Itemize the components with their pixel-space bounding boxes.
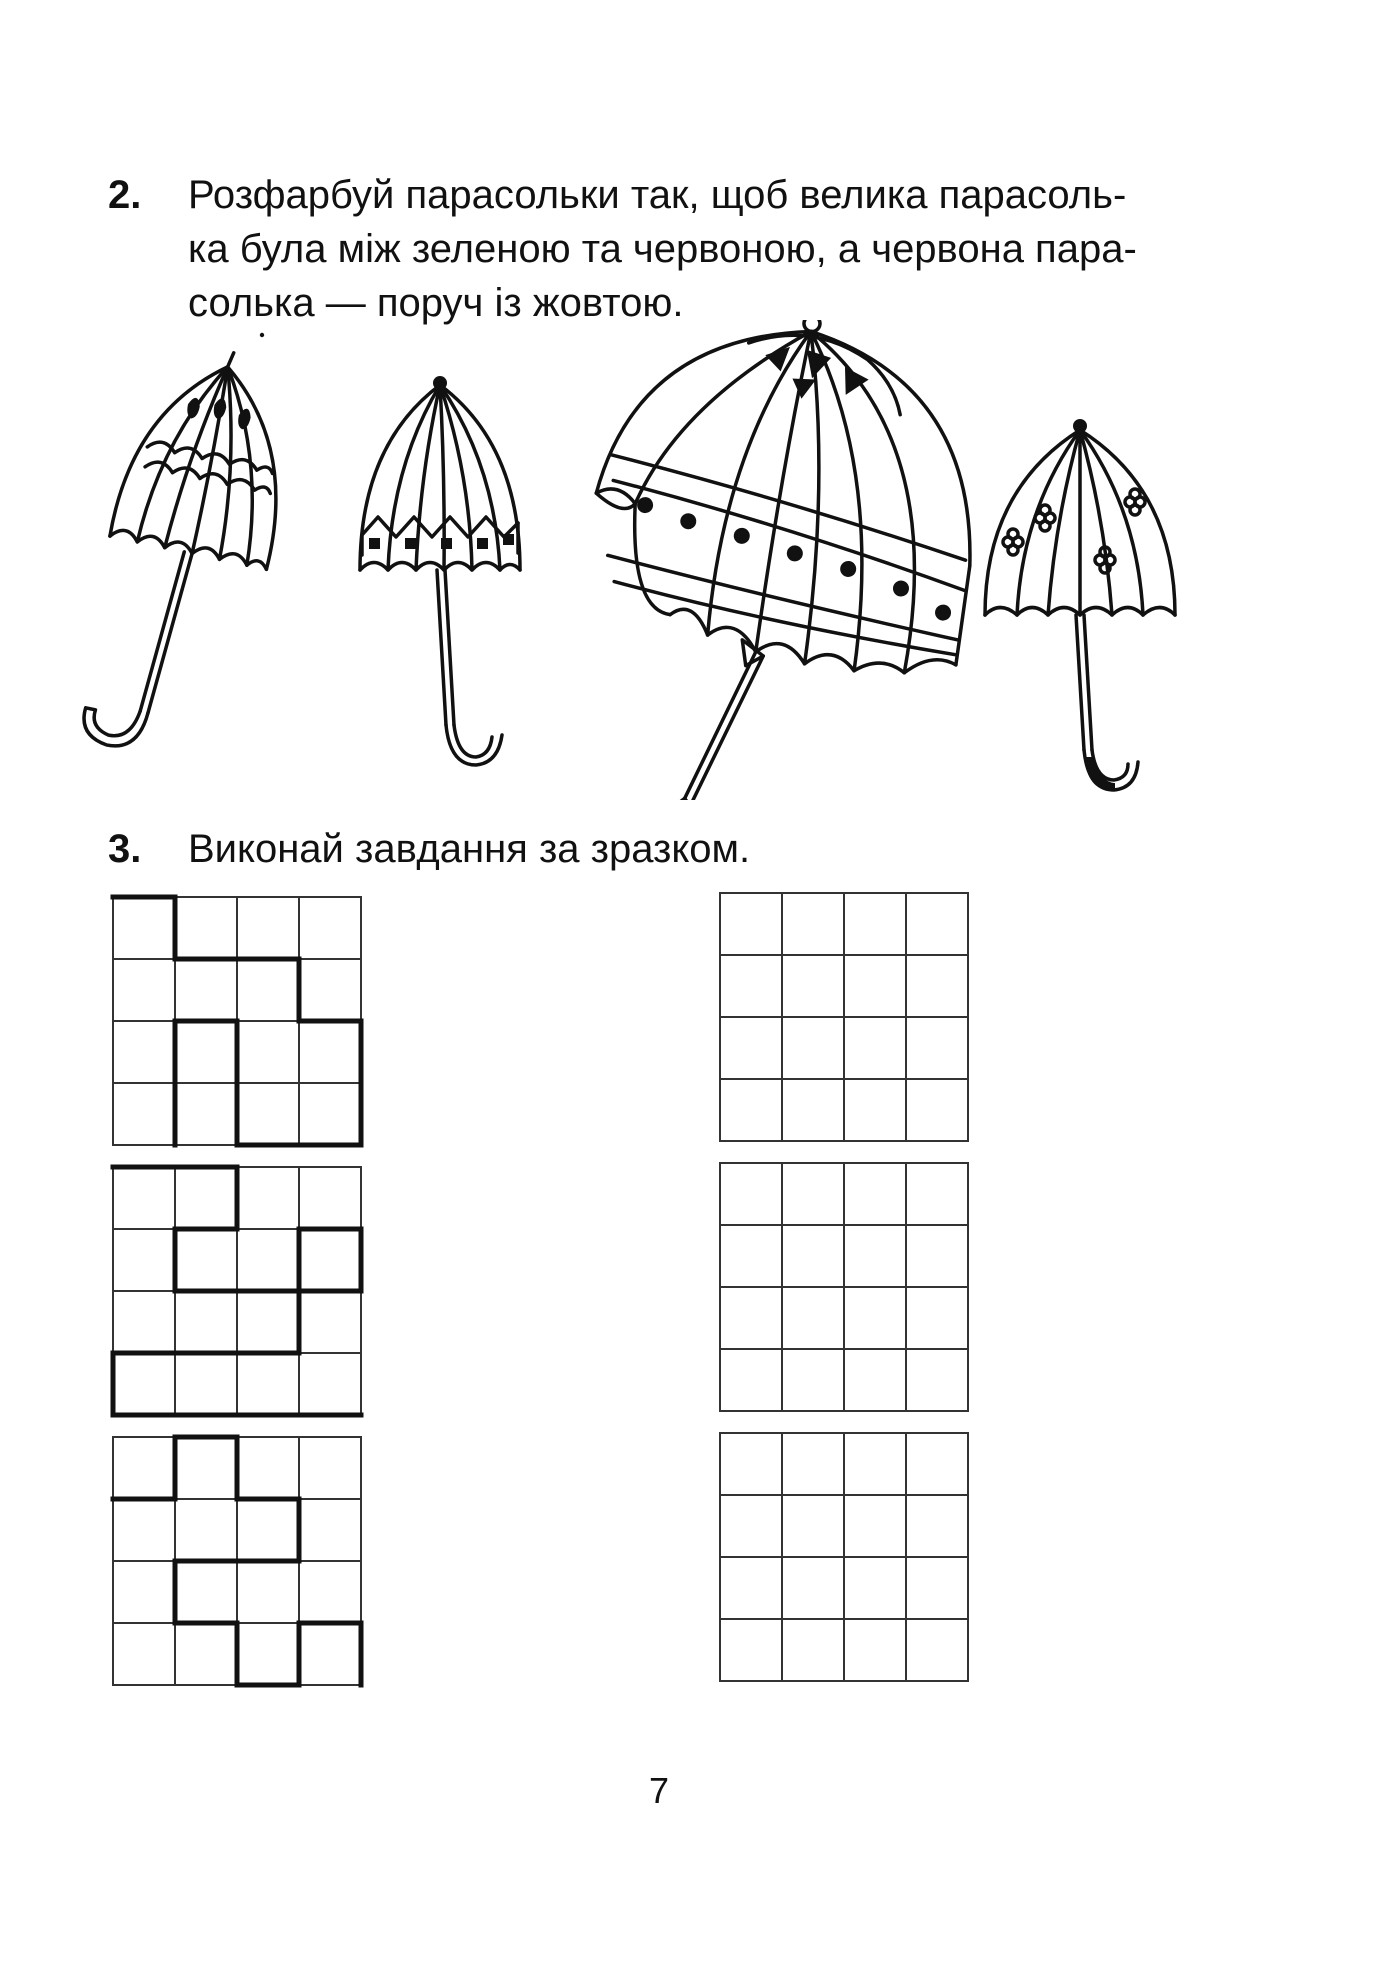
empty-grid-2[interactable] bbox=[720, 1163, 968, 1411]
umbrella-4[interactable] bbox=[985, 420, 1175, 790]
sample-grid-1 bbox=[113, 897, 361, 1145]
task-2-number: 2. bbox=[108, 173, 142, 217]
grid-exercise bbox=[0, 880, 1378, 1700]
empty-grid-3[interactable] bbox=[720, 1433, 968, 1681]
sample-grid-3 bbox=[113, 1437, 361, 1685]
sample-grid-2 bbox=[113, 1167, 361, 1415]
umbrella-2[interactable] bbox=[360, 377, 520, 765]
speck bbox=[261, 334, 263, 336]
umbrella-3[interactable] bbox=[550, 320, 1002, 800]
task-2-line: Розфарбуй парасольки так, щоб велика парасоль- bbox=[188, 173, 1127, 217]
task-2-line: солька — поруч із жовтою. bbox=[188, 281, 684, 325]
task-2-line: ка була між зеленою та червоною, а червона пара- bbox=[188, 227, 1137, 271]
task-3-number: 3. bbox=[108, 827, 142, 871]
task-3-text bbox=[188, 822, 1288, 876]
task-2-text bbox=[188, 168, 1288, 330]
umbrella-1[interactable] bbox=[67, 335, 309, 769]
task-3-line: Виконай завдання за зразком. bbox=[188, 827, 751, 871]
umbrellas-illustration bbox=[0, 320, 1378, 800]
page-number: 7 bbox=[648, 1770, 670, 1811]
empty-grid-1[interactable] bbox=[720, 893, 968, 1141]
